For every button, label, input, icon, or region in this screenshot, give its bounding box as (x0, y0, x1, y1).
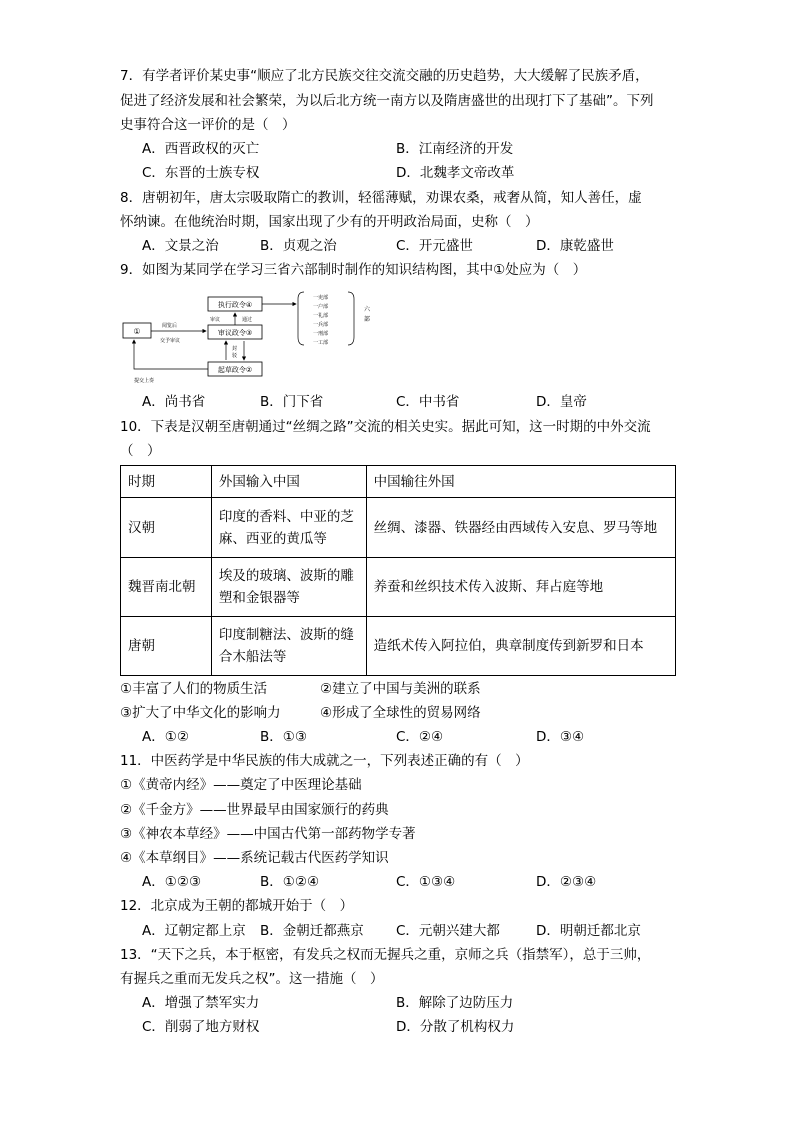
table-cell-export: 造纸术传入阿拉伯，典章制度传到新罗和日本 (366, 617, 675, 676)
table-header-import: 外国输入中国 (211, 466, 366, 498)
q10-statement-2: ②建立了中国与美洲的联系 (320, 681, 481, 697)
q8-stem-line-1: 8．唐朝初年，唐太宗吸取隋亡的教训，轻徭薄赋，劝课农桑，戒奢从简，知人善任，虚 (120, 190, 642, 206)
q10-option-c[interactable]: C．②④ (396, 729, 444, 745)
table-row (121, 558, 676, 617)
q8-option-d[interactable]: D．康乾盛世 (536, 238, 614, 254)
table-header-export: 中国输往外国 (366, 466, 675, 498)
label-reject-2: 驳 (232, 353, 238, 359)
table-header-period: 时期 (121, 466, 212, 498)
ministry-1: 一吏部 (313, 295, 329, 301)
table-cell-export: 丝绸、漆器、铁器经由西域传入安息、罗马等地 (366, 498, 675, 558)
box-unknown-label: ① (133, 327, 141, 336)
q9-option-d[interactable]: D．皇帝 (536, 394, 587, 410)
q13-option-c[interactable]: C．削弱了地方财权 (142, 1019, 260, 1035)
q9-option-c[interactable]: C．中书省 (396, 394, 460, 410)
q10-statement-3: ③扩大了中华文化的影响力 (120, 705, 281, 721)
table-cell-import: 埃及的玻璃、波斯的雕塑和金银器等 (211, 558, 366, 617)
q13-option-d[interactable]: D．分散了机构权力 (396, 1019, 515, 1035)
q7-option-b[interactable]: B．江南经济的开发 (396, 141, 514, 157)
ministry-6: 一工部 (313, 340, 329, 346)
label-pass: 通过 (242, 317, 253, 323)
q8-option-c[interactable]: C．开元盛世 (396, 238, 473, 254)
q12-option-a[interactable]: A．辽朝定都上京 (142, 923, 246, 939)
table-row (121, 498, 676, 558)
q13-option-a[interactable]: A．增强了禁军实力 (142, 995, 260, 1011)
label-review: 审议 (210, 317, 221, 323)
label-submit: 提交上奏 (134, 378, 155, 384)
q11-option-c[interactable]: C．①③④ (396, 874, 456, 890)
q10-option-a[interactable]: A．①② (142, 729, 189, 745)
q7-option-c[interactable]: C．东晋的士族专权 (142, 165, 260, 181)
structure-diagram-svg (118, 287, 388, 387)
q13-stem-line-2: 有握兵之重而无发兵之权”。这一措施（ ） (120, 971, 384, 987)
label-reject-1: 封 (232, 346, 238, 352)
q10-statement-4: ④形成了全球性的贸易网络 (320, 705, 481, 721)
box-draft-label: 起草政令② (217, 366, 253, 374)
q11-option-d[interactable]: D．②③④ (536, 874, 597, 890)
ministry-3: 一礼部 (313, 313, 329, 319)
q7-stem-line-2: 促进了经济发展和社会繁荣，为以后北方统一南方以及隋唐盛世的出现打下了基础”。下列 (120, 93, 654, 109)
q13-stem-line-1: 13．“天下之兵，本于枢密，有发兵之权而无握兵之重，京师之兵（指禁军），总于三帅， (120, 947, 651, 963)
q7-option-a[interactable]: A．西晋政权的灭亡 (142, 141, 260, 157)
q11-option-b[interactable]: B．①②④ (260, 874, 320, 890)
box-execute-label: 执行政令④ (217, 301, 253, 309)
six-ministries-label-2: 部 (364, 316, 371, 323)
q13-option-b[interactable]: B．解除了边防压力 (396, 995, 514, 1011)
q10-stem-line-1: 10．下表是汉朝至唐朝通过“丝绸之路”交流的相关史实。据此可知，这一时期的中外交流 (120, 419, 651, 435)
q9-structure-diagram (118, 287, 388, 387)
q10-option-d[interactable]: D．③④ (536, 729, 585, 745)
ministry-2: 一户部 (313, 304, 329, 310)
q12-option-b[interactable]: B．金朝迁都燕京 (260, 923, 364, 939)
q11-statement-4: ④《本草纲目》——系统记载古代医药学知识 (120, 850, 389, 866)
six-ministries-label-1: 六 (364, 306, 371, 313)
q11-statement-3: ③《神农本草经》——中国古代第一部药物学专著 (120, 826, 416, 842)
q12-option-c[interactable]: C．元朝兴建大都 (396, 923, 500, 939)
q8-option-a[interactable]: A．文景之治 (142, 238, 219, 254)
ministry-4: 一兵部 (313, 322, 329, 328)
q11-option-a[interactable]: A．①②③ (142, 874, 202, 890)
q8-stem-line-2: 怀纳谏。在他统治时期，国家出现了少有的开明政治局面，史称（ ） (120, 214, 539, 230)
q8-option-b[interactable]: B．贞观之治 (260, 238, 337, 254)
box-review-label: 审议政令③ (217, 329, 253, 337)
q12-stem: 12．北京成为王朝的都城开始于（ ） (120, 898, 354, 914)
q7-stem-line-1: 7．有学者评价某史事“顺应了北方民族交往交流交融的历史趋势，大大缓解了民族矛盾， (120, 68, 649, 84)
label-hand-over: 交予审议 (160, 338, 181, 344)
table-cell-period: 魏晋南北朝 (121, 558, 212, 617)
q9-stem: 9．如图为某同学在学习三省六部制时制作的知识结构图，其中①处应为（ ） (120, 262, 587, 278)
table-header-row (121, 466, 676, 498)
silk-road-table (120, 465, 676, 676)
table-cell-export: 养蚕和丝织技术传入波斯、拜占庭等地 (366, 558, 675, 617)
q7-stem-line-3: 史事符合这一评价的是（ ） (120, 117, 296, 133)
q11-statement-2: ②《千金方》——世界最早由国家颁行的药典 (120, 802, 389, 818)
table-cell-import: 印度的香料、中亚的芝麻、西亚的黄瓜等 (211, 498, 366, 558)
q9-option-b[interactable]: B．门下省 (260, 394, 324, 410)
q11-statement-1: ①《黄帝内经》——奠定了中医理论基础 (120, 777, 362, 793)
q10-stem-line-2: （ ） (120, 443, 161, 459)
q11-stem: 11．中医药学是中华民族的伟大成就之一，下列表述正确的有（ ） (120, 753, 529, 769)
label-after-reading: 阅览后 (162, 323, 178, 329)
q9-option-a[interactable]: A．尚书省 (142, 394, 206, 410)
table-cell-period: 唐朝 (121, 617, 212, 676)
q10-statement-1: ①丰富了人们的物质生活 (120, 681, 268, 697)
q10-option-b[interactable]: B．①③ (260, 729, 307, 745)
table-cell-import: 印度制糖法、波斯的缝合木船法等 (211, 617, 366, 676)
q12-option-d[interactable]: D．明朝迁都北京 (536, 923, 641, 939)
ministry-5: 一刑部 (313, 331, 329, 337)
q7-option-d[interactable]: D．北魏孝文帝改革 (396, 165, 515, 181)
table-row (121, 617, 676, 676)
table-cell-period: 汉朝 (121, 498, 212, 558)
